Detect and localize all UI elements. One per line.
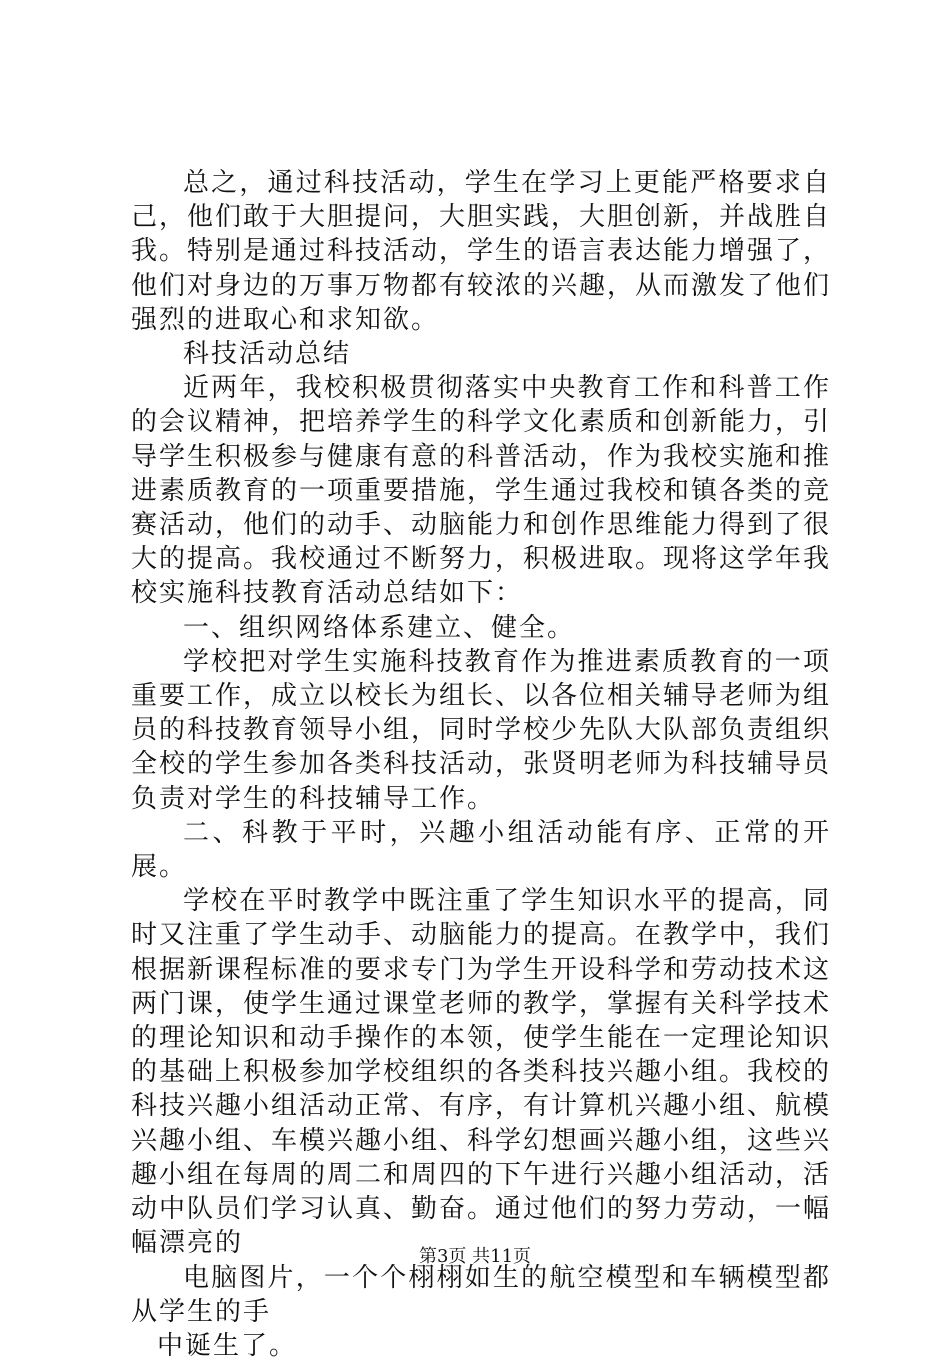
paragraph-intro: 近两年，我校积极贯彻落实中央教育工作和科普工作的会议精神，把培养学生的科学文化素质和创新能力，引导学生积极参与健康有意的科普活动，作为我校实施和推进素质教育的一项重要措施，学生通过我校和镇各类的竞赛活动，他们的动手、动脑能力和创作思维能力得到了很大的提高。我校通过不断努力，积极进取。现将这学年我校实施科技教育活动总结如下： [131,373,832,609]
section-heading-2: 二、科教于平时，兴趣小组活动能有序、正常的开展。 [131,817,831,883]
paragraph-continuation-1: 电脑图片，一个个栩栩如生的航空模型和车辆模型都从学生的手 [131,1262,831,1327]
paragraph-summary: 总之，通过科技活动，学生在学习上更能严格要求自己，他们敢于大胆提问，大胆实践，大胆创新，并战胜自我。特别是通过科技活动，学生的语言表达能力增强了，他们对身边的万事万物都有较浓的兴趣，从而激发了他们强烈的进取心和求知欲。 [131,168,832,335]
paragraph-continuation-2: 中诞生了。 [157,1330,298,1361]
paragraph-interest-groups: 学校在平时教学中既注重了学生知识水平的提高，同时又注重了学生动手、动脑能力的提高。在教学中，我们根据新课程标准的要求专门为学生开设科学和劳动技术这两门课，使学生通过课堂老师的教学，掌握有关科学技术的理论知识和动手操作的本领，使学生能在一定理论知识的基础上积极参加学校组织的各类科技兴趣小组。我校的科技兴趣小组活动正常、有序，有计算机兴趣小组、航模兴趣小组、车模兴趣小组、科学幻想画兴趣小组，这些兴趣小组在每周的周二和周四的下午进行兴趣小组活动，活动中队员们学习认真、勤奋。通过他们的努力劳动，一幅幅漂亮的 [131,886,832,1259]
page-number-footer: 第3页 共11页 [418,1246,532,1267]
document-body [131,166,831,1363]
paragraph-organization: 学校把对学生实施科技教育作为推进素质教育的一项重要工作，成立以校长为组长、以各位相关辅导老师为组员的科技教育领导小组，同时学校少先队大队部负责组织全校的学生参加各类科技活动，张贤明老师为科技辅导员负责对学生的科技辅导工作。 [131,646,832,814]
section-heading-1: 一、组织网络体系建立、健全。 [183,612,576,643]
section-title: 科技活动总结 [183,339,352,370]
